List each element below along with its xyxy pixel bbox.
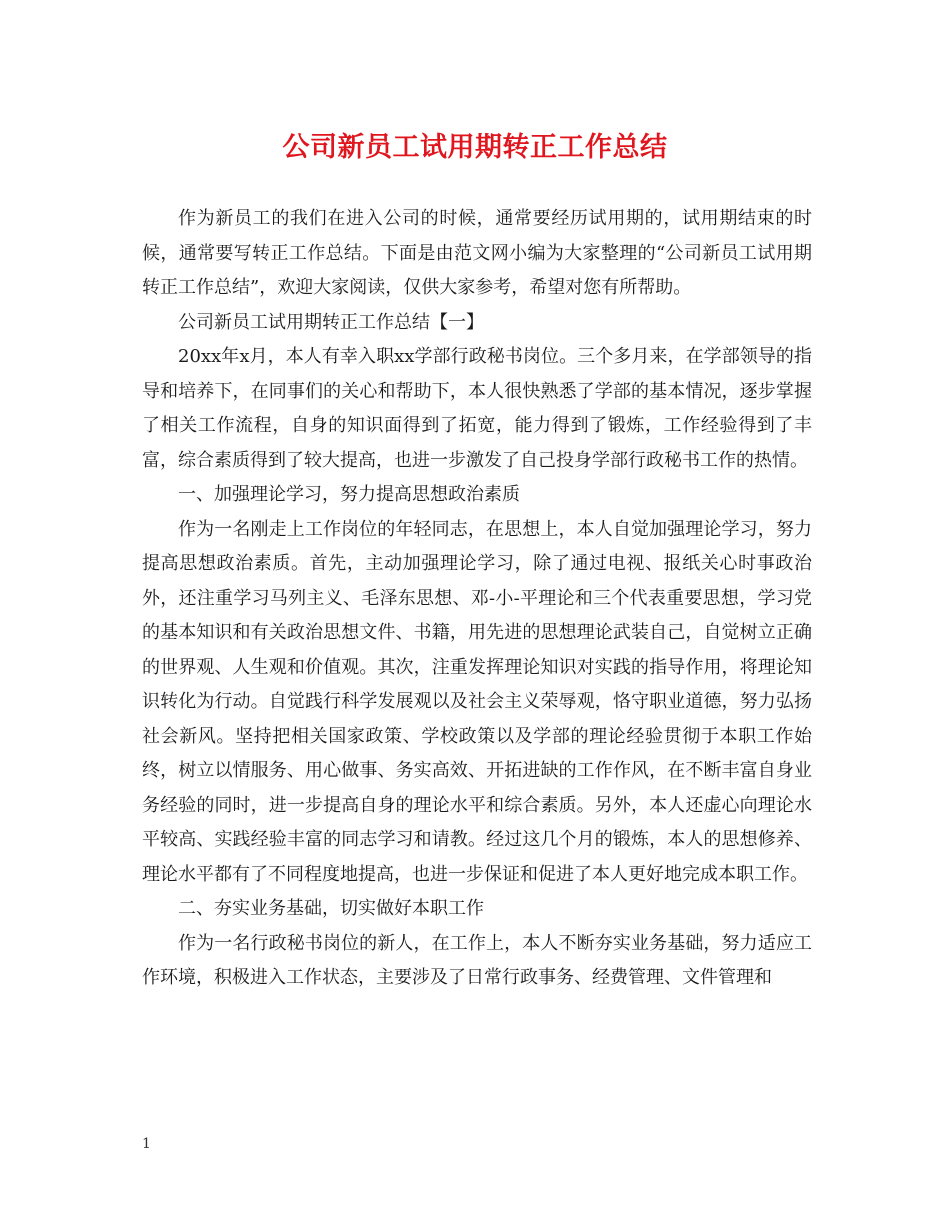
- section-heading-part-one: 公司新员工试用期转正工作总结【一】: [178, 311, 484, 333]
- paragraph-theory-study: 作为一名刚走上工作岗位的年轻同志，在思想上，本人自觉加强理论学习，努力提高思想政治素质。首先，主动加强理论学习，除了通过电视、报纸关心时事政治外，还注重学习马列主义、毛泽东思想、邓-小-平理论和三个代表重要思想，学习党的基本知识和有关政治思想文件、书籍，用先进的思想理论武装自己，自觉树立正确的世界观、人生观和价值观。其次，注重发挥理论知识对实践的指导作用，将理论知识转化为行动。自觉践行科学发展观以及社会主义荣辱观，恪守职业道德，努力弘扬社会新风。坚持把相关国家政策、学校政策以及学部的理论经验贯彻于本职工作始终，树立以情服务、用心做事、务实高效、开拓进缺的工作作风，在不断丰富自身业务经验的同时，进一步提高自身的理论水平和综合素质。另外，本人还虚心向理论水平较高、实践经验丰富的同志学习和请教。经过这几个月的锻炼，本人的思想修养、理论水平都有了不同程度地提高，也进一步保证和促进了本人更好地完成本职工作。: [142, 518, 812, 885]
- paragraph-intro: 作为新员工的我们在进入公司的时候，通常要经历试用期的，试用期结束的时候，通常要写转正工作总结。下面是由范文网小编为大家整理的“公司新员工试用期转正工作总结”，欢迎大家阅读，仅供大家参考，希望对您有所帮助。: [142, 208, 812, 298]
- document-body: [142, 202, 812, 996]
- heading-business-foundation: 二、夯实业务基础，切实做好本职工作: [178, 898, 484, 919]
- page-number: 1: [142, 1136, 151, 1152]
- paragraph-overview: 20xx年x月，本人有幸入职xx学部行政秘书岗位。三个多月来，在学部领导的指导和培养下，在同事们的关心和帮助下，本人很快熟悉了学部的基本情况，逐步掌握了相关工作流程，自身的知识面得到了拓宽，能力得到了锻炼，工作经验得到了丰富，综合素质得到了较大提高，也进一步激发了自己投身学部行政秘书工作的热情。: [142, 346, 812, 471]
- document-title: 公司新员工试用期转正工作总结: [282, 132, 668, 163]
- paragraph-business-foundation: 作为一名行政秘书岗位的新人，在工作上，本人不断夯实业务基础，努力适应工作环境，积极进入工作状态，主要涉及了日常行政事务、经费管理、文件管理和: [142, 932, 812, 988]
- heading-theory-study: 一、加强理论学习，努力提高思想政治素质: [178, 484, 520, 505]
